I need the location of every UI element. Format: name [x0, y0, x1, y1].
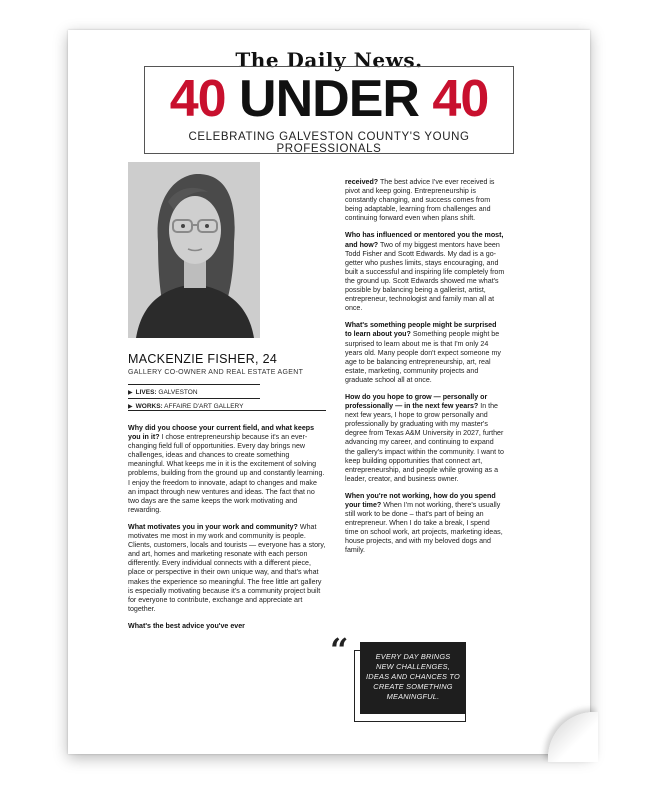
answer-4: Two of my biggest mentors have been Todd Fisher and Scott Edwards. My dad is a go-getter who pushes limits, stays encouraging, and built a successful and inspiring life completely from the ground up. Scott Edwards showed me what's possible by balancing being a gallerist, artist, entrepreneur, technologist and family man all at once.: [345, 240, 505, 313]
article-paragraph: [128, 523, 326, 614]
article-paragraph: [128, 424, 326, 515]
pull-quote: EVERY DAY BRINGS NEW CHALLENGES, IDEAS AND CHANCES TO CREATE SOMETHING MEANINGFUL.: [360, 642, 466, 714]
question-1: Why did you choose your current field, and what keeps you in it?: [128, 424, 315, 442]
answer-2: What motivates me most in my work and community is people. Clients, customers, locals and tourists — everyone has a story, and art, homes and marketing resonate with each person differently. Every individual connects with a different piece, place or perspective in their own unique way, and that's what makes the experience so meaningful. The free little art gallery is especially motivating because it's a community project built for everyone to contribute, exchange and appreciate art together.: [128, 522, 326, 613]
article-paragraph: [345, 492, 505, 556]
question-5: What's something people might be surprised to learn about you?: [345, 321, 497, 339]
article-paragraph: [345, 178, 505, 223]
newspaper-name: The Daily News.: [235, 48, 423, 72]
question-4: Who has influenced or mentored you the most, and how?: [345, 231, 504, 249]
answer-3: The best advice I've ever received is pivot and keep going. Entrepreneurship is constantly changing, and success comes from being adaptable, learning from challenges and continuing forward even when plans shift.: [345, 178, 495, 223]
article-paragraph: [345, 393, 505, 484]
divider: [128, 410, 326, 411]
lives-value: GALVESTON: [158, 389, 198, 396]
triangle-bullet-icon: ▶: [128, 404, 133, 410]
works-label: WORKS:: [135, 403, 163, 410]
article-paragraph: [128, 622, 326, 631]
profile-role: GALLERY CO-OWNER AND REAL ESTATE AGENT: [128, 369, 304, 376]
answer-1: I chose entrepreneurship because it's an ever-changing field full of opportunities. Every day brings new challenges, ideas and chances to create something meaningful. What keeps me in it is the excitement of solving problems, building from the ground up and constantly learning. I enjoy the freedom to innovate, adapt to changes and make an impact through new ventures and ideas. The fact that no two days are the same keeps the work motivating and rewarding.: [128, 433, 325, 514]
article-paragraph: [345, 231, 505, 313]
portrait-photo: [128, 162, 260, 338]
feature-title: [145, 70, 513, 128]
article-paragraph: [345, 321, 505, 385]
lives-row: [128, 384, 260, 396]
answer-5: Something people might be surprised to learn about me is that I'm only 24 years old. Many people don't expect someone my age to be balancing entrepreneurship, art, real estate, marketing, community projects and graduate school all at once.: [345, 330, 501, 384]
article-column-left: [128, 424, 326, 639]
question-3-end: received?: [345, 178, 379, 186]
triangle-bullet-icon: ▶: [128, 390, 133, 396]
question-2: What motivates you in your work and community?: [128, 522, 298, 531]
question-6: How do you hope to grow — personally or professionally — in the next few years?: [345, 392, 488, 411]
lives-label: LIVES:: [135, 389, 157, 396]
title-word: UNDER: [239, 70, 419, 128]
answer-7: When I'm not working, there's usually still work to be done – that's part of being an entrepreneur. When I do take a break, I spend time on school work, art projects, marketing ideas, house projects, and with my beloved dogs and family.: [345, 501, 503, 555]
title-number-left: 40: [169, 70, 226, 128]
answer-6: In the next few years, I hope to grow personally and professionally by graduating with my master's degree from Texas A&M University in 2027, further advancing my career, and continuing to expand the gallery's impact within the community. I want to keep building opportunities that connect art, entrepreneurship, and people while growing as a leader, creator, and business owner.: [345, 402, 504, 483]
article-column-right: [345, 178, 505, 564]
masthead-box: [144, 66, 514, 154]
works-row: [128, 398, 260, 410]
question-3-start: What's the best advice you've ever: [128, 621, 245, 630]
title-number-right: 40: [432, 70, 489, 128]
profile-name: MACKENZIE FISHER, 24: [128, 352, 278, 366]
question-7: When you're not working, how do you spend your time?: [345, 491, 496, 509]
portrait-illustration: [128, 162, 260, 338]
works-value: AFFAIRE D'ART GALLERY: [164, 403, 244, 410]
feature-subtitle: CELEBRATING GALVESTON COUNTY'S YOUNG PROFESSIONALS: [188, 131, 470, 155]
quote-mark-icon: “: [330, 631, 349, 669]
